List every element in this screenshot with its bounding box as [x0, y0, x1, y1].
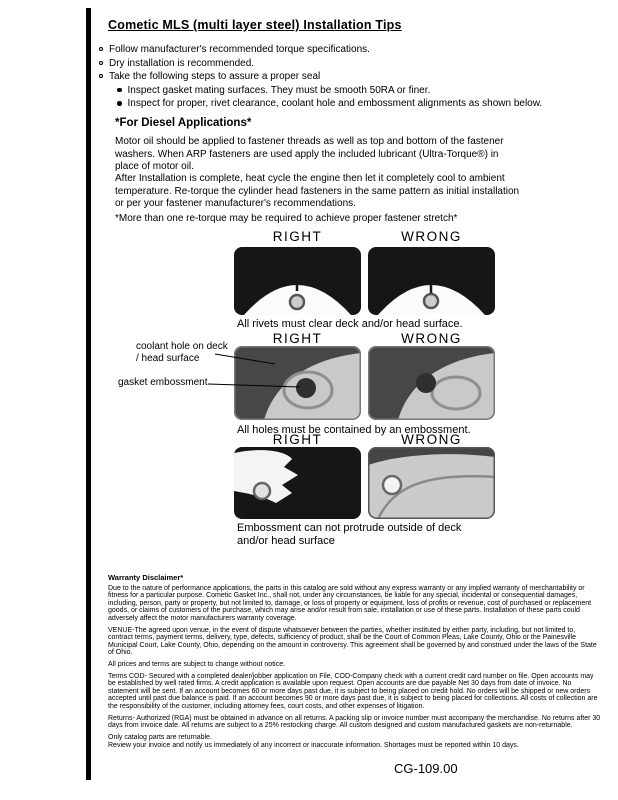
warranty-disclaimer [108, 574, 602, 754]
disclaimer-paragraph: Review your invoice and notify us immediately of any incorrect or inaccurate information. Shortages must be reported within 10 days. [108, 742, 519, 750]
wrong-label: WRONG [401, 331, 462, 346]
disclaimer-paragraph: Returns- Authorized (RGA) must be obtained in advance on all returns. A packing slip or invoice number must accompany the merchandise. No returns after 30 days from invoice date. All returns are subject to a 25% restocking charge. All custom designed and custom manufactured gaskets are non-returnable. [108, 714, 601, 730]
disclaimer-paragraph: All prices and terms are subject to change without notice. [108, 660, 286, 668]
bullet-open-icon [99, 61, 103, 65]
installation-tips-list [99, 44, 542, 112]
wrong-label: WRONG [401, 432, 462, 447]
right-label: RIGHT [272, 229, 323, 244]
page-code: CG-109.00 [394, 761, 458, 776]
bullet-open-icon [99, 47, 103, 51]
diagram-caption-1: All rivets must clear deck and/or head surface. [237, 318, 463, 330]
callout-lines [205, 340, 325, 400]
tip-text: Follow manufacturer's recommended torque specifications. [109, 44, 370, 55]
diesel-paragraph-1: Motor oil should be applied to fastener threads as well as top and bottom of the fastener washers. When ARP fasteners are used apply the included lubricant (Ultra-Torque®) in place of motor oil. [115, 136, 504, 172]
disclaimer-paragraph: Only catalog parts are returnable. [108, 733, 212, 741]
protrusion-wrong-diagram [368, 447, 495, 519]
tip-item [99, 71, 542, 82]
diesel-paragraph-2: After Installation is complete, heat cycle the engine then let it completely cool to ambient temperature. Re-torque the cylinder head fasteners in the same pattern as initial installation or per your fastener manufacturer's recommendations. [115, 173, 520, 209]
page-title: Cometic MLS (multi layer steel) Installation Tips [108, 18, 402, 32]
protrusion-right-diagram [234, 447, 361, 519]
disclaimer-paragraph: VENUE-The agreed upon venue, in the event of dispute whatsoever between the parties, whether instituted by either party, including, but not limited to, contract terms, payment terms, delivery, type, defects, sufficiency of product, shall be the Court of Common Pleas, Lake County, Ohio or the Painesville Municipal Court, Lake County, Ohio, depending on the amount in controversy. This agreement shall be governed by and construed under the laws of the State of Ohio. [108, 626, 597, 657]
diagram-caption-2: All holes must be contained by an embossment. [237, 424, 471, 436]
tip-sub-item [117, 85, 542, 96]
tip-text: Take the following steps to assure a proper seal [109, 71, 321, 82]
right-label: RIGHT [272, 432, 323, 447]
left-border-bar [86, 8, 91, 780]
disclaimer-paragraph: Due to the nature of performance applications, the parts in this catalog are sold without any express warranty or any implied warranty of merchantability or fitness for a particular purpose. Cometic Gasket Inc., shall not, under any circumstances, be liable for any special, incidental or consequential damages, including, person, party or property, but not limited to, damage, or loss of property or equipment, loss of profits or revenue, cost of purchased or replacement goods, or claims of customers of the purchase, which may arise and/or result from sale, installation or use of these parts. Installation of these parts could adversely affect the motor manufacturers warranty coverage. [108, 584, 592, 622]
rivet-wrong-diagram [368, 247, 495, 315]
callout-coolant-hole: coolant hole on deck / head surface [136, 341, 228, 364]
bullet-open-icon [99, 74, 103, 78]
embossment-wrong-diagram [368, 346, 495, 420]
diesel-applications-heading: *For Diesel Applications* [115, 117, 252, 129]
right-label: RIGHT [272, 331, 323, 346]
tip-text: Inspect for proper, rivet clearance, coolant hole and embossment alignments as shown below. [127, 98, 543, 109]
wrong-label: WRONG [401, 229, 462, 244]
tip-item [99, 44, 542, 55]
retorque-note: *More than one re-torque may be required to achieve proper fastener stretch* [115, 213, 458, 224]
disclaimer-heading: Warranty Disclaimer* [108, 573, 184, 582]
tip-sub-item [117, 98, 542, 109]
tip-text: Inspect gasket mating surfaces. They must be smooth 50RA or finer. [127, 84, 431, 96]
tip-item [99, 58, 542, 69]
bullet-filled-icon [117, 88, 122, 93]
bullet-filled-icon [117, 101, 122, 106]
callout-gasket-embossment: gasket embossment [118, 377, 208, 388]
tip-text: Dry installation is recommended. [109, 57, 255, 69]
disclaimer-paragraph: Terms COD- Secured with a completed dealer/jobber application on File, COD-Company check with a current credit card number on file. Open accounts may be established by well rated firms. A credit application is available upon request. Open accounts are due payable Net 30 days from date of invoice. No statement will be sent. If an account becomes 60 or more days past due, it is subject to being placed on credit hold. No orders will be shipped or new orders accepted until past due balance is paid. If an account becomes 90 or more days past due, it is subject to being placed for collections. All costs of collection are the responsibility of the customer, including attorney fees, court costs, and other expenses of litigation. [108, 672, 598, 710]
rivet-right-diagram [234, 247, 361, 315]
diagram-caption-3: Embossment can not protrude outside of deck and/or head surface [237, 522, 462, 547]
